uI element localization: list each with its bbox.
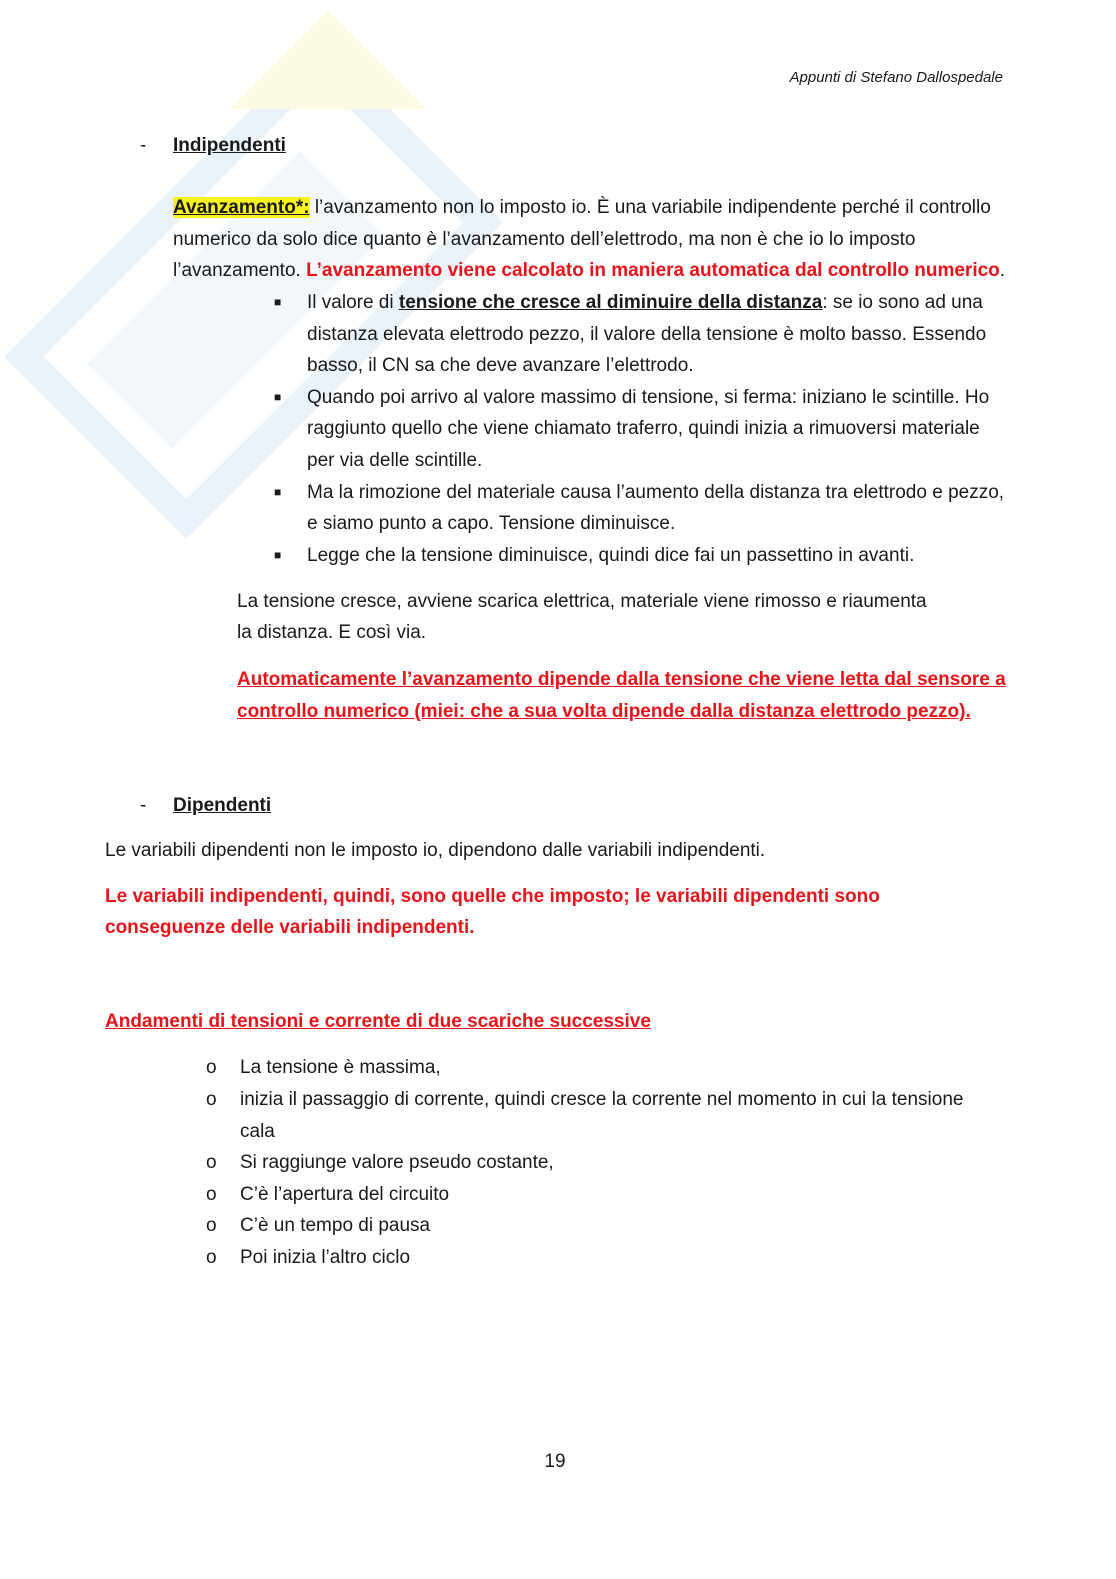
paragraph-avanzamento	[173, 192, 1013, 287]
list-item: o La tensione è massima,	[240, 1052, 1000, 1084]
heading-indipendenti	[140, 130, 1116, 162]
dash-bullet: -	[140, 134, 147, 156]
circle-bullet-list	[206, 1052, 1000, 1273]
circle-bullet-icon: o	[206, 1183, 217, 1205]
list-item: o inizia il passaggio di corrente, quindi cresce la corrente nel momento in cui la tensione cala	[240, 1084, 1000, 1147]
list-item: o Poi inizia l’altro ciclo	[240, 1242, 1000, 1274]
page-header-author: Appunti di Stefano Dallospedale	[789, 69, 1003, 86]
circle-bullet-icon: o	[206, 1089, 217, 1111]
heading-title: Indipendenti	[173, 134, 286, 156]
list-item: ■ Legge che la tensione diminuisce, quindi dice fai un passettino in avanti.	[307, 540, 1007, 572]
square-bullet-icon: ■	[274, 294, 282, 309]
circle-bullet-icon: o	[206, 1057, 217, 1079]
circle-bullet-icon: o	[206, 1247, 217, 1269]
list-item: o C’è un tempo di pausa	[240, 1210, 1000, 1242]
heading-andamenti: Andamenti di tensioni e corrente di due scariche successive	[105, 1010, 651, 1032]
summary-paragraph: La tensione cresce, avviene scarica elettrica, materiale viene rimosso e riaumenta la distanza. E così via.	[237, 591, 927, 643]
square-bullet-icon: ■	[274, 389, 282, 404]
list-item: o C’è l’apertura del circuito	[240, 1179, 1000, 1211]
period: .	[999, 260, 1006, 282]
page-number: 19	[544, 1451, 566, 1472]
circle-bullet-icon: o	[206, 1215, 217, 1237]
circle-bullet-icon: o	[206, 1152, 217, 1174]
red-emphasis: L’avanzamento viene calcolato in maniera automatica dal controllo numerico	[306, 260, 1000, 282]
list-item: ■ Il valore di tensione che cresce al diminuire della distanza: se io sono ad una distanza elevata elettrodo pezzo, il valore della tensione è molto basso. Essendo basso, il CN sa che deve avanzare l’elettrodo.	[307, 287, 1007, 382]
square-bullet-icon: ■	[274, 484, 282, 499]
dash-bullet: -	[140, 794, 147, 816]
list-item: o Si raggiunge valore pseudo costante,	[240, 1147, 1000, 1179]
square-bullet-list	[274, 287, 1007, 571]
heading-dipendenti	[140, 790, 1116, 822]
dipendenti-conclusion: Le variabili indipendenti, quindi, sono quelle che imposto; le variabili dipendenti sono conseguenze delle variabili indipendenti.	[105, 885, 880, 939]
list-item: ■ Ma la rimozione del materiale causa l’aumento della distanza tra elettrodo e pezzo, e siamo punto a capo. Tensione diminuisce.	[307, 477, 1007, 540]
heading-title: Dipendenti	[173, 794, 272, 816]
list-item: ■ Quando poi arrivo al valore massimo di tensione, si ferma: iniziano le scintille. Ho raggiunto quello che viene chiamato traferro, quindi inizia a rimuoversi materiale per via delle scintille.	[307, 382, 1007, 477]
dipendenti-paragraph: Le variabili dipendenti non le imposto io, dipendono dalle variabili indipendenti.	[105, 840, 766, 862]
square-bullet-icon: ■	[274, 547, 282, 562]
term-avanzamento: Avanzamento*:	[173, 197, 310, 219]
paragraph-text: l’avanzamento non lo imposto io. È una variabile indipendente perché il controllo numerico da solo dice quanto è l’avanzamento dell’elettrodo, ma non è che io lo imposto l’avanzamento.	[173, 197, 991, 282]
conclusion-paragraph: Automaticamente l’avanzamento dipende dalla tensione che viene letta dal sensore a controllo numerico (miei: che a sua volta dipende dalla distanza elettrodo pezzo).	[237, 669, 1006, 722]
